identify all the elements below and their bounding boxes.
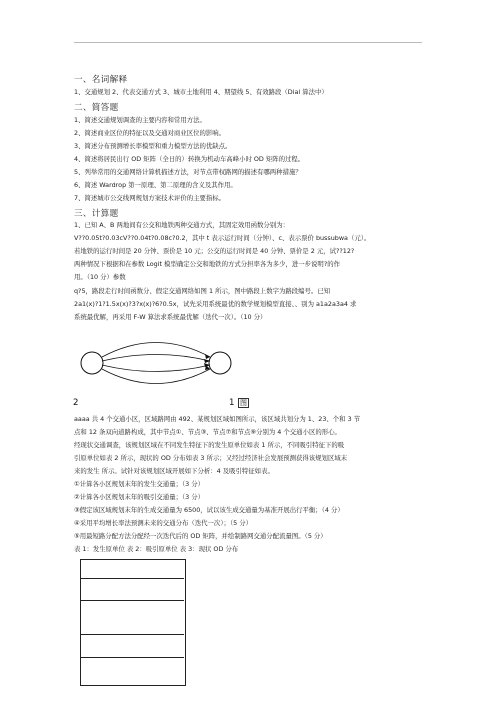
q3-line: ①计算各小区规划末年的发生交通量；（3 分）: [74, 480, 205, 488]
section2-title: 二、简答题: [74, 103, 119, 113]
q3-line: ②计算各小区规划末年的吸引交通量；（3 分）: [74, 493, 205, 501]
table-rule: [80, 634, 184, 635]
left-node-label: 2: [73, 398, 79, 408]
right-node-label: 1: [229, 398, 235, 408]
q3-line: ⑤用最短路分配方法分配经一次迭代后的 OD 矩阵，并绘制路网交通分配流量图。（5 分）: [74, 532, 327, 540]
q3-line: ③假定该区域规划末年的生成交通量为 6500，试以该生成交通量为基准开展出行平衡；（4 分）: [74, 506, 344, 514]
table-rule: [80, 600, 184, 601]
figure-icon: 图: [240, 399, 247, 407]
network-diagram: [80, 332, 240, 394]
q1-line: 两种情况下根据和在参数 Logit 模型确定公交和地铁的方式分担率各为多少，进一步说明?的作: [74, 260, 340, 268]
q2-line: 系统最优解，再采用 F-W 算法求系统最优解（迭代一次）。（10 分）: [74, 313, 267, 321]
table-rule: [80, 657, 184, 658]
question-item: 4、简述将居民出行 OD 矩阵（全日的）转换为机动车高峰小时 OD 矩阵的过程。: [74, 155, 305, 163]
table-rule: [80, 578, 184, 579]
q3-line: aaaa 共 4 个交通小区，区域路网由 492、某规划区域如图所示，该区域共划分为 1、23、个和 3 节: [74, 415, 361, 423]
q1-line: 若地铁的运行时间是 20 分钟、票价是 10 元；公交的运行时间是 40 分钟、票价是 2 元，试??12?: [74, 247, 355, 255]
question-item: 7、简述城市公交线网规划方案技术评价的主要指标。: [74, 194, 226, 202]
question-item: 3、简述分布预测增长率模型和重力模型方法的优缺点。: [74, 142, 232, 150]
question-item: 6、简述 Wardrop 第一原理、第二原理的含义及其作用。: [74, 181, 237, 189]
q3-line: ④采用平均增长率法预测未来的交通分布（迭代一次）；（5 分）: [74, 519, 252, 527]
link-path-3: [102, 365, 210, 372]
question-item: 2、简述商业区位的特征以及交通对商业区位的影响。: [74, 129, 226, 137]
q3-line: 经现状交通调查，该规划区域在不同发生特征下的发生原单位如表 1 所示，不同吸引特征下的吸: [74, 441, 345, 449]
q3-line: 点和 12 条双向道路构成，其中节点①、节点③、节点⑦和节点⑨分别为 4 个交通小区的形心。: [74, 428, 341, 436]
q2-line: q?5，路段走行时间函数分、假定交通网络如图 1 所示，图中路段上数字为路段编号。已知: [74, 287, 331, 295]
link-path-2: [102, 355, 210, 362]
q1-line: V??0.05t?0.03cV??0.04t?0.08c?0.2，其中 t 表示运行时间（分钟）、c、表示票价 bussubwa（元）。: [74, 234, 371, 242]
top-divider: [74, 42, 422, 43]
q3-line: 来的发生 所示。试针对该规划区域开展如下分析：4 及吸引特征如表。: [74, 467, 274, 475]
question-item: 1、简述交通规划调查的主要内容和常用方法。: [74, 116, 206, 124]
tables-caption: 表 1：发生原单位 表 2：吸引原单位 表 3：现状 OD 分布: [74, 545, 239, 553]
right-node-circle: [209, 352, 231, 374]
section1-terms: 1、交通规划 2、代表交通方式 3、城市土地利用 4、期望线 5、有效路段（Dial 算法中）: [74, 88, 328, 96]
section3-title: 三、计算题: [74, 209, 119, 219]
section1-title: 一、名词解释: [74, 75, 128, 85]
q3-line: 引原单位如表 2 所示，现状的 OD 分布如表 3 所示；又经过经济社会发展预测获得该规划区域末: [74, 454, 348, 462]
q1-line: 用。（10 分）参数: [74, 273, 126, 281]
left-node-circle: [81, 352, 103, 374]
q2-line: 2a1(x)?1?1.5x(x)?3?x(x)?6?0.5x，试先采用系统最优的数学规划模型直接、、别为 a1a2a3a4 求: [74, 300, 357, 308]
question-item: 5、列举常用的交通网络计算机描述方法，对节点带权路网的描述有哪两种措施？: [74, 168, 302, 176]
q1-line: 1、已知 A、B 两地间有公交和地铁两种交通方式，其固定效用函数分别为：: [74, 221, 289, 229]
